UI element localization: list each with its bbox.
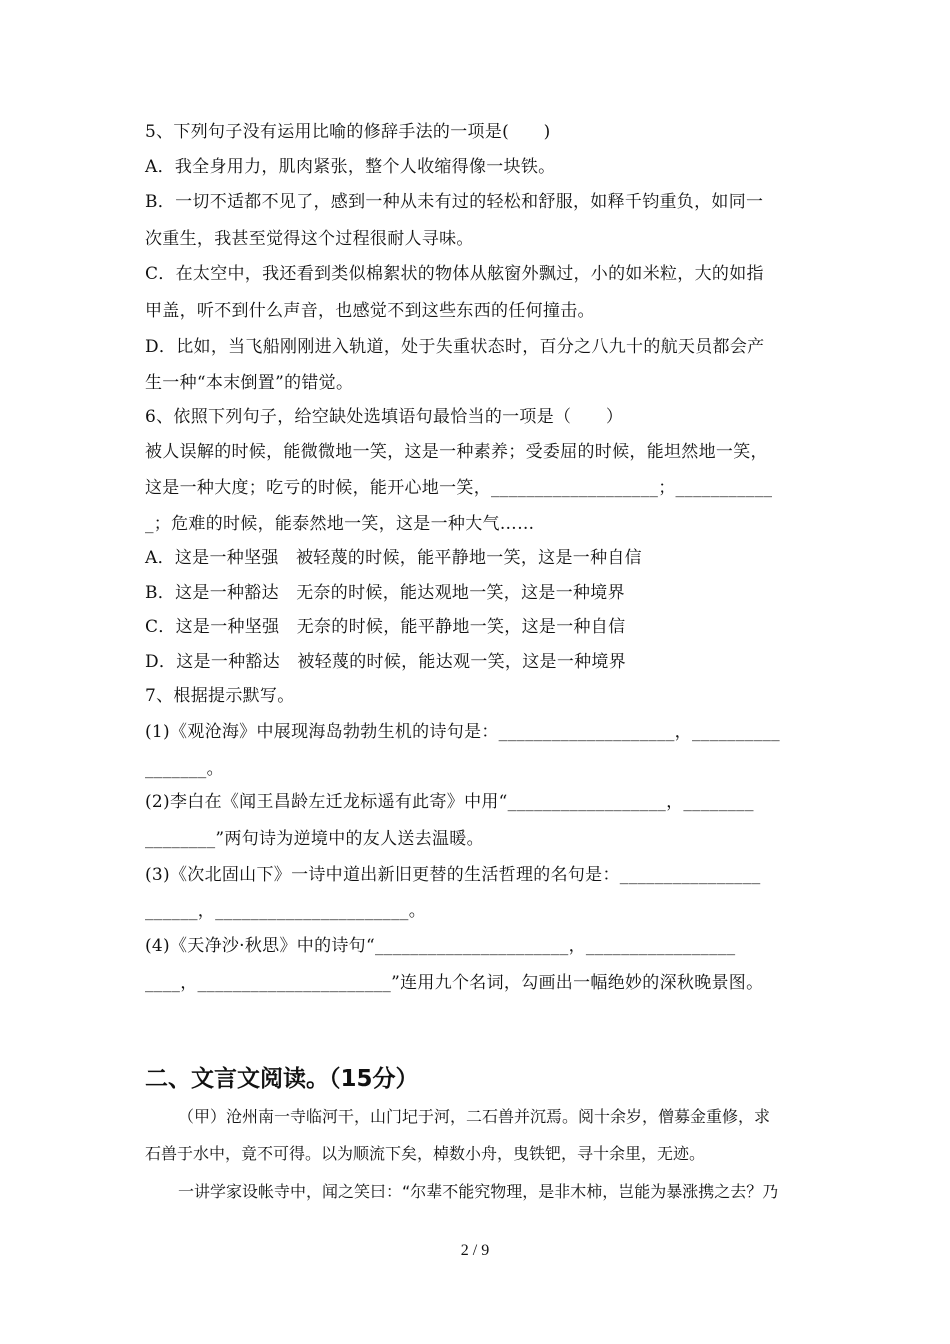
- q6-stem: 6、依照下列句子，给空缺处选填语句最恰当的一项是（ ）: [145, 407, 624, 427]
- q5-option-a: A．我全身用力，肌肉紧张，整个人收缩得像一块铁。: [145, 157, 556, 177]
- passage-paragraph2-line1: 一讲学家设帐寺中，闻之笑曰：“尔辈不能究物理，是非木柿，岂能为暴涨携之去？乃: [178, 1182, 779, 1201]
- q5-option-b-line1: B．一切不适都不见了，感到一种从未有过的轻松和舒服，如释千钧重负，如同一: [145, 192, 764, 212]
- q7-item1-line2: _______。: [145, 759, 224, 779]
- q6-option-d: D．这是一种豁达 被轻蔑的时候，能达观一笑，这是一种境界: [145, 652, 627, 672]
- page-number: 2 / 9: [460, 1242, 490, 1259]
- q5-stem: 5、下列句子没有运用比喻的修辞手法的一项是( ): [145, 122, 551, 142]
- q6-passage-line3: _；危难的时候，能泰然地一笑，这是一种大气……: [145, 514, 535, 534]
- q5-option-d-line2: 生一种“本末倒置”的错觉。: [145, 373, 354, 393]
- q6-passage-line2: 这是一种大度；吃亏的时候，能开心地一笑，___________________；___________: [145, 478, 773, 498]
- q7-item3-line1: (3)《次北固山下》一诗中道出新旧更替的生活哲理的名句是：________________: [145, 865, 761, 885]
- q6-option-b: B．这是一种豁达 无奈的时候，能达观地一笑，这是一种境界: [145, 583, 625, 603]
- q7-stem: 7、根据提示默写。: [145, 686, 295, 706]
- q5-option-b-line2: 次重生，我甚至觉得这个过程很耐人寻味。: [145, 229, 474, 249]
- passage-paragraph1-line1: （甲）沧州南一寺临河干，山门圮于河，二石兽并沉焉。阅十余岁，僧募金重修，求: [178, 1107, 771, 1126]
- q6-option-a: A．这是一种坚强 被轻蔑的时候，能平静地一笑，这是一种自信: [145, 548, 642, 568]
- q7-item2-line2: ________”两句诗为逆境中的友人送去温暖。: [145, 829, 484, 849]
- q6-option-c: C．这是一种坚强 无奈的时候，能平静地一笑，这是一种自信: [145, 617, 626, 637]
- q7-item1-line1: (1)《观沧海》中展现海岛勃勃生机的诗句是：____________________，__________: [145, 722, 780, 742]
- q7-item3-line2: ______，______________________。: [145, 901, 426, 921]
- q5-option-d-line1: D．比如，当飞船刚刚进入轨道，处于失重状态时，百分之八九十的航天员都会产: [145, 337, 765, 357]
- q7-item4-line1: (4)《天净沙·秋思》中的诗句“______________________，_________________: [145, 936, 736, 956]
- q6-passage-line1: 被人误解的时候，能微微地一笑，这是一种素养；受委屈的时候，能坦然地一笑，: [145, 442, 768, 462]
- q5-option-c-line2: 甲盖，听不到什么声音，也感觉不到这些东西的任何撞击。: [145, 301, 595, 321]
- passage-paragraph1-line2: 石兽于水中，竟不可得。以为顺流下矣，棹数小舟，曳铁钯，寻十余里，无迹。: [145, 1144, 706, 1163]
- q7-item4-line2: ____，______________________”连用九个名词，勾画出一幅绝妙的深秋晚景图。: [145, 973, 764, 993]
- q7-item2-line1: (2)李白在《闻王昌龄左迁龙标遥有此寄》中用“__________________，________: [145, 792, 754, 812]
- q5-option-c-line1: C．在太空中，我还看到类似棉絮状的物体从舷窗外飘过，小的如米粒，大的如指: [145, 264, 764, 284]
- section-heading: 二、文言文阅读。（15分）: [145, 1066, 419, 1092]
